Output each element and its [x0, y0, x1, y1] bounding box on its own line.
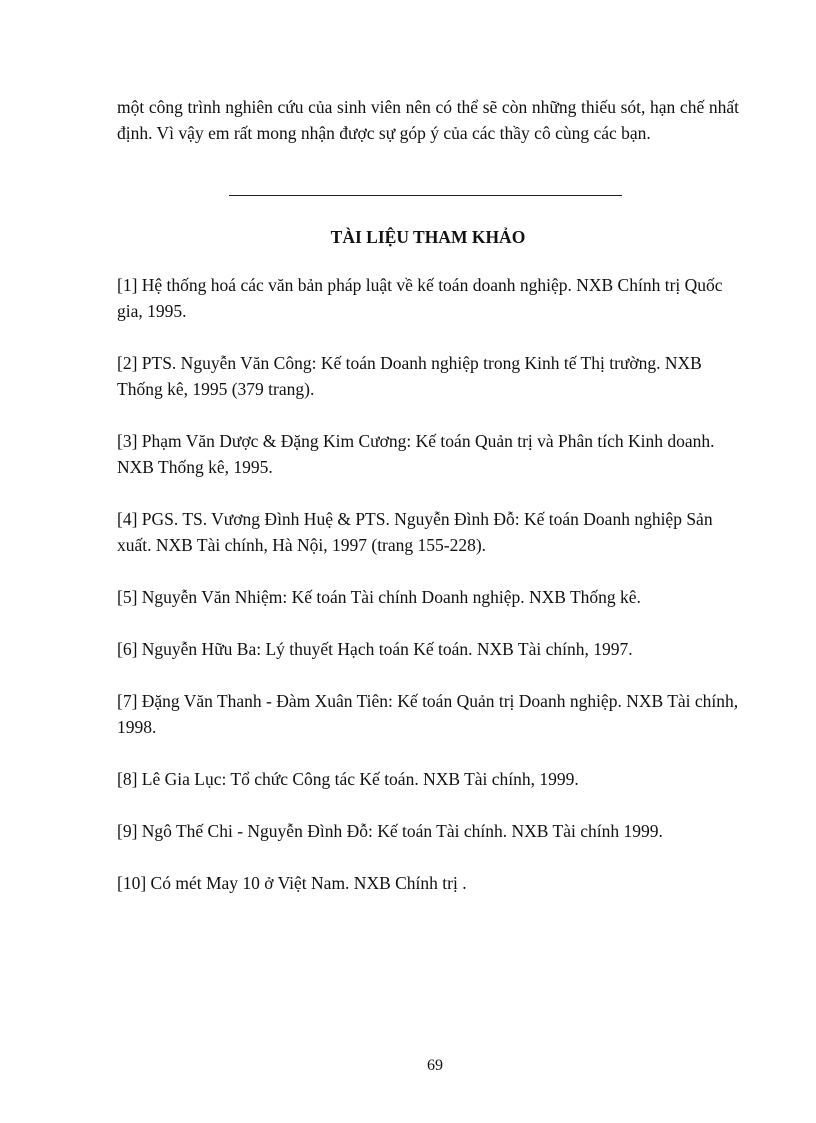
section-divider: [229, 195, 622, 196]
intro-paragraph: một công trình nghiên cứu của sinh viên nên có thể sẽ còn những thiếu sót, hạn chế nhất định. Vì vậy em rất mong nhận được sự góp ý của các thầy cô cùng các bạn.: [117, 97, 739, 143]
reference-item-9: [9] Ngô Thế Chi - Nguyễn Đình Đỗ: Kế toán Tài chính. NXB Tài chính 1999.: [117, 821, 663, 841]
page-number: 69: [427, 1057, 443, 1074]
reference-item-4: [4] PGS. TS. Vương Đình Huệ & PTS. Nguyễn Đình Đỗ: Kế toán Doanh nghiệp Sản xuất. NXB Tài chính, Hà Nội, 1997 (trang 155-228).: [117, 509, 713, 555]
reference-item-2: [2] PTS. Nguyễn Văn Công: Kế toán Doanh nghiệp trong Kinh tế Thị trường. NXB Thống kê, 1995 (379 trang).: [117, 353, 702, 399]
reference-item-8: [8] Lê Gia Lục: Tổ chức Công tác Kế toán. NXB Tài chính, 1999.: [117, 769, 579, 789]
reference-item-3: [3] Phạm Văn Dược & Đặng Kim Cương: Kế toán Quản trị và Phân tích Kinh doanh. NXB Thống kê, 1995.: [117, 431, 715, 477]
reference-item-5: [5] Nguyễn Văn Nhiệm: Kế toán Tài chính Doanh nghiệp. NXB Thống kê.: [117, 587, 641, 607]
reference-item-1: [1] Hệ thống hoá các văn bản pháp luật về kế toán doanh nghiệp. NXB Chính trị Quốc gia, 1995.: [117, 275, 723, 321]
reference-item-7: [7] Đặng Văn Thanh - Đàm Xuân Tiên: Kế toán Quản trị Doanh nghiệp. NXB Tài chính, 1998.: [117, 691, 739, 737]
reference-item-10: [10] Có mét May 10 ở Việt Nam. NXB Chính trị .: [117, 873, 467, 893]
reference-item-6: [6] Nguyễn Hữu Ba: Lý thuyết Hạch toán Kế toán. NXB Tài chính, 1997.: [117, 639, 633, 659]
references-title: TÀI LIỆU THAM KHẢO: [330, 227, 526, 247]
